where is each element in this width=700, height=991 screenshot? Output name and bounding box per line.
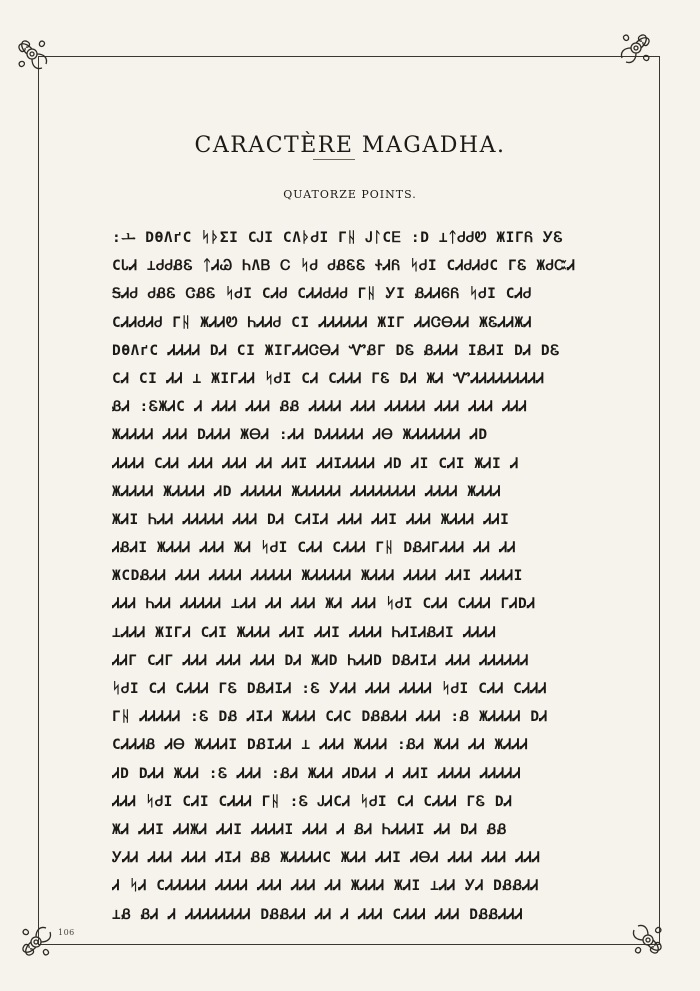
corner-ornament-top-left (14, 36, 54, 76)
script-line: CᏗ CI ᏗᏗ ⊥ ЖIΓᏗᏗ ᛋᏧI CᏗ CᏗᏗᏗ ΓᏋ DᏗ ЖᏗ ᏉᏗᏗᏗᏗᏗᏗᏗᏗᏗ (112, 370, 545, 387)
title-divider (313, 159, 355, 160)
script-line: Γᚺ ᏗᏗᏗᏗᏗ :Ꮛ DᏰ ᏗIᏗ ЖᏗᏗᏗ CᏗC DᏰᏰᏗᏗ ᏗᏗᏗ :Ᏸ ЖᏗᏗᏗᏗ DᏗ (112, 709, 548, 726)
script-line: ⊥ᏗᏗᏗ ЖIΓᏗ CᏗI ЖᏗᏗᏗ ᏗᏗI ᏗᏗI ᏗᏗᏗᏗ ᏂᏗIᏗᏰᏗI ᏗᏗᏗᏗ (112, 624, 497, 641)
script-line: ᏗᏗΓ CᏗΓ ᏗᏗᏗ ᏗᏗᏗ ᏗᏗᏗ DᏗ ЖᏗD ᏂᏗᏗD DᏰᏗIᏗ ᏗᏗᏗ ᏗᏗᏗᏗᏗᏗ (112, 652, 529, 669)
script-line: ЖᏗ ᏗᏗI ᏗᏗЖᏗ ᏗᏗI ᏗᏗᏗᏗI ᏗᏗᏗ Ꮧ ᏰᏗ ᏂᏗᏗᏗI ᏗᏗ DᏗ ᏰᏰ (112, 821, 508, 838)
flourish-ornament-icon (18, 920, 58, 960)
corner-ornament-bottom-left (18, 920, 58, 960)
script-line: ⊥Ᏸ ᏰᏗ Ꮧ ᏗᏗᏗᏗᏗᏗᏗᏗ DᏰᏰᏗᏗ ᏗᏗ Ꮧ ᏗᏗᏗ CᏗᏗᏗ ᏗᏗᏗ DᏰᏰᏗᏗᏗ (112, 906, 524, 923)
script-line: CᏗᏗᏗᏰ ᏗᎾ ЖᏗᏗᏗI DᏰIᏗᏗ ⊥ ᏗᏗᏗ ЖᏗᏗᏗ :ᏰᏗ ЖᏗᏗ ᏗᏗ ЖᏗᏗᏗ (112, 737, 529, 754)
script-text-block (112, 224, 582, 929)
script-line: DƟɅґC ᏗᏗᏗᏗ DᏗ CI ЖIΓᏗᏗᏣᎾᏗ ᏉᏰΓ DᏋ ᏰᏗᏗᏗ IᏰᏗI DᏗ DᏋ (112, 342, 561, 359)
script-line: Ꮧ ᛋᏗ CᏗᏗᏗᏗᏗ ᏗᏗᏗᏗ ᏗᏗᏗ ᏗᏗᏗ ᏗᏗ ЖᏗᏗᏗ ЖᏗI ⊥ᏗᏗ ᎩᏗ DᏰᏰᏗᏗ (112, 878, 539, 895)
script-line: CᏓᏗ ⊥ᏧᏧᏰᏋ ᛏᏗᏊ ᏂɅᏴ Ꮯ ᛋᏧ ᏧᏰᏋᏋ ᏐᏗᏲ ᛋᏧI CᏗᏧᏗᏧC ΓᏋ ЖᏧᏨᏗ (112, 258, 576, 275)
script-line: ᎦᏗᏧ ᏧᏰᏋ ᏣᏰᏋ ᛋᏧI CᏗᏧ CᏗᏗᏧᏗᏧ Γᚺ ᎩI ᏰᏗᏗᏮᏲ ᛋᏧI CᏗᏧ (112, 286, 532, 303)
section-subtitle: QUATORZE POINTS. (283, 188, 417, 201)
script-line: ᛋᏧI CᏗ CᏗᏗᏗ ΓᏋ DᏰᏗIᏗ :Ꮛ ᎩᏗᏗ ᏗᏗᏗ ᏗᏗᏗᏗ ᛋᏧI CᏗᏗ CᏗᏗᏗ (112, 681, 547, 697)
script-line: ᏗᏰᏗI ЖᏗᏗᏗ ᏗᏗᏗ ЖᏗ ᛋᏧI CᏗᏗ CᏗᏗᏗ Γᚺ DᏰᏗΓᏗᏗᏗ ᏗᏗ ᏗᏗ (112, 540, 516, 557)
script-line: ᏗD DᏗᏗ ЖᏗᏗ :Ꮛ ᏗᏗᏗ :ᏰᏗ ЖᏗᏗ ᏗDᏗᏗ Ꮧ ᏗᏗI ᏗᏗᏗᏗ ᏗᏗᏗᏗᏗ (112, 765, 522, 782)
script-line: ᏰᏗ :ᏋЖᏗC Ꮧ ᏗᏗᏗ ᏗᏗᏗ ᏰᏰ ᏗᏗᏗᏗ ᏗᏗᏗ ᏗᏗᏗᏗᏗ ᏗᏗᏗ ᏗᏗᏗ ᏗᏗᏗ (112, 399, 528, 416)
page-number: 106 (58, 928, 75, 937)
script-line: ЖᏗᏗᏗᏗ ЖᏗᏗᏗᏗ ᏗD ᏗᏗᏗᏗᏗ ЖᏗᏗᏗᏗᏗ ᏗᏗᏗᏗᏗᏗᏗᏗ ᏗᏗᏗᏗ ЖᏗᏗᏗ (112, 483, 502, 500)
script-line: ᎩᏗᏗ ᏗᏗᏗ ᏗᏗᏗ ᏗIᏗ ᏰᏰ ЖᏗᏗᏗᏗC ЖᏗᏗ ᏗᏗI ᏗᎾᏗ ᏗᏗᏗ ᏗᏗᏗ ᏗᏗᏗ (112, 850, 541, 867)
flourish-ornament-icon (14, 36, 54, 76)
flourish-ornament-icon (614, 30, 654, 70)
corner-ornament-bottom-right (626, 918, 666, 958)
script-line: ЖᏗᏗᏗᏗ ᏗᏗᏗ DᏗᏗᏗ ЖᎾᏗ :ᏗᏗ DᏗᏗᏗᏗᏗ ᏗᎾ ЖᏗᏗᏗᏗᏗᏗ ᏗD (112, 427, 488, 444)
script-line: ЖCDᏰᏗᏗ ᏗᏗᏗ ᏗᏗᏗᏗ ᏗᏗᏗᏗᏗ ЖᏗᏗᏗᏗᏗ ЖᏗᏗᏗ ᏗᏗᏗᏗ ᏗᏗI ᏗᏗᏗᏗI (112, 568, 523, 585)
corner-ornament-top-right (614, 30, 654, 70)
script-line: ᏗᏗᏗ ᏂᏗᏗ ᏗᏗᏗᏗᏗ ⊥ᏗᏗ ᏗᏗ ᏗᏗᏗ ЖᏗ ᏗᏗᏗ ᛋᏧI CᏗᏗ CᏗᏗᏗ ΓᏗDᏗ (112, 596, 536, 613)
script-line: ᏗᏗᏗ ᛋᏧI CᏗI CᏗᏗᏗ Γᚺ :Ꮛ ᎫᏗCᏗ ᛋᏧI CᏗ CᏗᏗᏗ ΓᏋ DᏗ (112, 793, 513, 810)
page-title: CARACTÈRE MAGADHA. (194, 132, 506, 158)
script-line: ЖᏗI ᏂᏗᏗ ᏗᏗᏗᏗᏗ ᏗᏗᏗ DᏗ CᏗIᏗ ᏗᏗᏗ ᏗᏗI ᏗᏗᏗ ЖᏗᏗᏗ ᏗᏗI (112, 511, 510, 528)
script-line: :ㅗ DƟɅґC ᛋᚦΣI CᎫI CɅᚦᏧI Γᚺ ᎫᛚCᎬ :D ⊥ᛏᏧᏧᏬ ЖIΓᏲ ᎩᏋ (112, 230, 564, 246)
script-line: ᏗᏗᏗᏗ CᏗᏗ ᏗᏗᏗ ᏗᏗᏗ ᏗᏗ ᏗᏗI ᏗᏗIᏗᏗᏗᏗ ᏗD ᏗI CᏗI ЖᏗI Ꮧ (112, 455, 519, 472)
flourish-ornament-icon (626, 918, 666, 958)
script-line: CᏗᏗᏧᏗᏧ Γᚺ ЖᏗᏗᏬ ᏂᏗᏗᏧ CI ᏗᏗᏗᏗᏗᏗ ЖIΓ ᏗᏗᏣᎾᏗᏗ ЖᏋᏗᏗЖᏗ (112, 314, 532, 331)
